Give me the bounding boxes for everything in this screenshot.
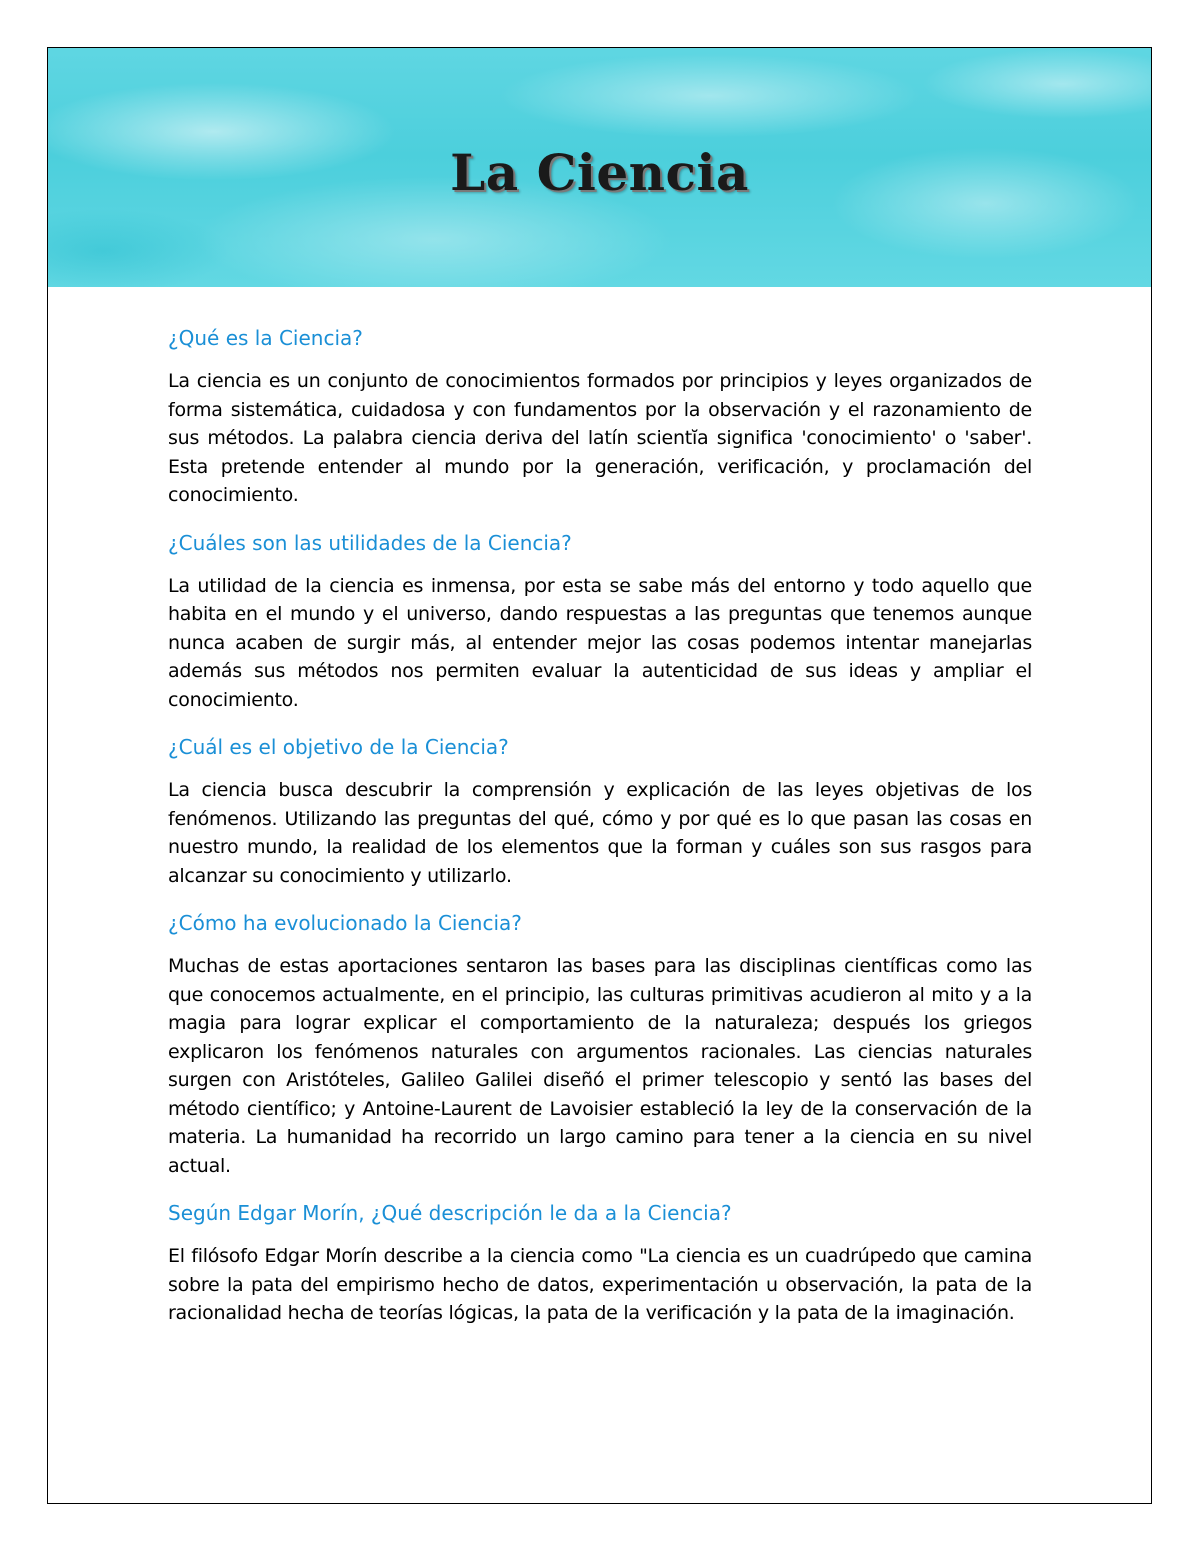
section-evolucion	[168, 910, 1032, 1180]
section-heading: ¿Cómo ha evolucionado la Ciencia?	[168, 911, 522, 935]
section-que-es	[168, 325, 1032, 510]
section-heading: ¿Cuál es el objetivo de la Ciencia?	[168, 735, 509, 759]
section-paragraph: La ciencia es un conjunto de conocimientos formados por principios y leyes organizados de forma sistemática, cuidadosa y con fundamentos por la observación y el razonamiento de sus métodos. La palabra ciencia deriva del latín scientĭa significa 'conocimiento' o 'saber'. Esta pretende entender al mundo por la generación, verificación, y proclamación del conocimiento.	[168, 370, 1032, 506]
section-paragraph: El filósofo Edgar Morín describe a la ciencia como "La ciencia es un cuadrúpedo que camina sobre la pata del empirismo hecho de datos, experimentación u observación, la pata de la racionalidad hecha de teorías lógicas, la pata de la verificación y la pata de la imaginación.	[168, 1245, 1032, 1324]
section-paragraph: La utilidad de la ciencia es inmensa, por esta se sabe más del entorno y todo aquello que habita en el mundo y el universo, dando respuestas a las preguntas que tenemos aunque nunca acaben de surgir más, al entender mejor las cosas podemos intentar manejarlas además sus métodos nos permiten evaluar la autenticidad de sus ideas y ampliar el conocimiento.	[168, 574, 1032, 711]
section-heading: ¿Cuáles son las utilidades de la Ciencia?	[168, 530, 572, 555]
title-banner	[48, 48, 1151, 287]
document-page	[47, 47, 1152, 1504]
section-heading: Según Edgar Morín, ¿Qué descripción le da a la Ciencia?	[168, 1201, 732, 1225]
section-paragraph: Muchas de estas aportaciones sentaron las bases para las disciplinas científicas como las que conocemos actualmente, en el principio, las culturas primitivas acudieron al mito y a la magia para lograr explicar el comportamiento de la naturaleza; después los griegos explicaron los fenómenos naturales con argumentos racionales. Las ciencias naturales surgen con Aristóteles, Galileo Galilei diseñó el primer telescopio y sentó las bases del método científico; y Antoine-Laurent de Lavoisier estableció la ley de la conservación de la materia. La humanidad ha recorrido un largo camino para tener a la ciencia en su nivel actual.	[168, 955, 1032, 1177]
section-utilidades	[168, 530, 1032, 715]
section-edgar-morin	[168, 1200, 1032, 1328]
section-paragraph: La ciencia busca descubrir la comprensión y explicación de las leyes objetivas de los fenómenos. Utilizando las preguntas del qué, cómo y por qué es lo que pasan las cosas en nuestro mundo, la realidad de los elementos que la forman y cuáles son sus rasgos para alcanzar su conocimiento y utilizarlo.	[168, 779, 1032, 887]
document-body	[168, 325, 1032, 1348]
section-heading: ¿Qué es la Ciencia?	[168, 326, 363, 350]
page-title: La Ciencia	[450, 143, 749, 202]
section-objetivo	[168, 734, 1032, 890]
